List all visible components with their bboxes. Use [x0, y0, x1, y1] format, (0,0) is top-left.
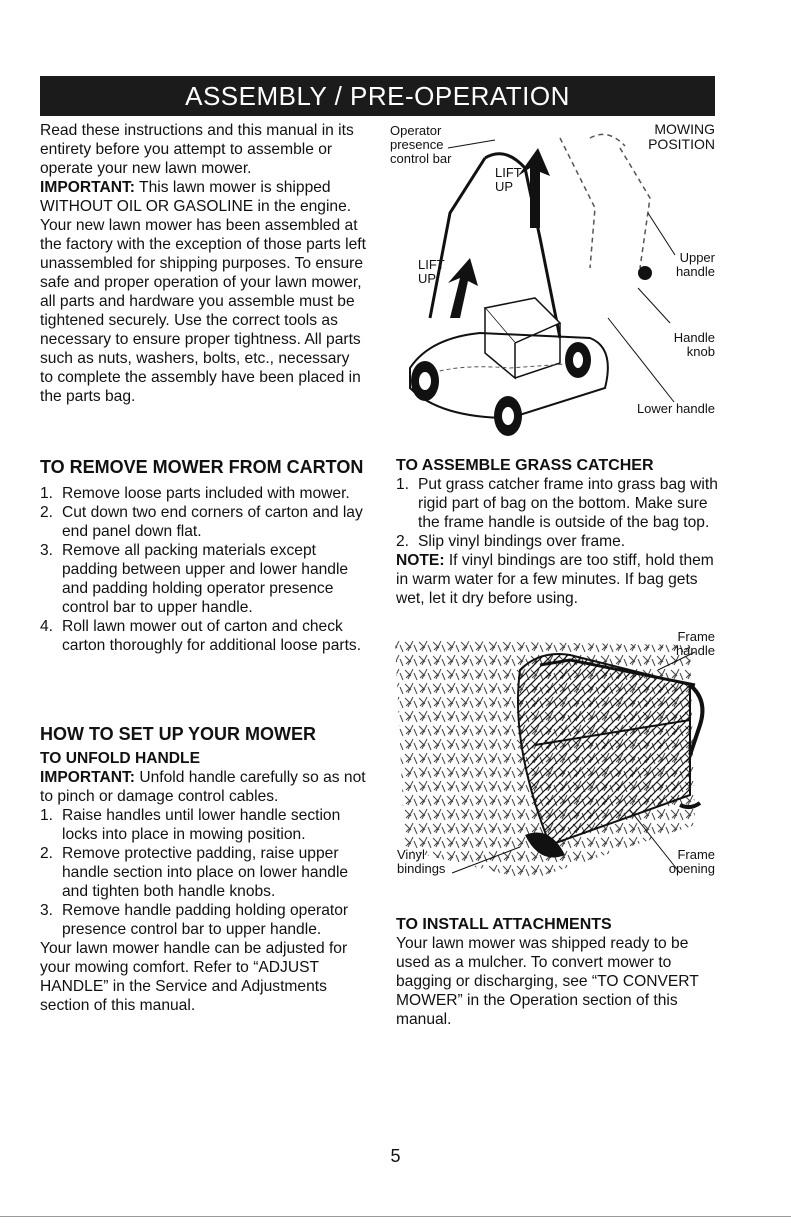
- catcher-title: TO ASSEMBLE GRASS CATCHER: [396, 457, 654, 474]
- bottom-rule: [0, 1216, 791, 1217]
- list-item: 2. Cut down two end corners of carton and lay end panel down flat.: [40, 504, 363, 540]
- remove-section: [40, 456, 366, 655]
- mower-figure: [390, 118, 725, 448]
- frame-opening-label: Frame opening: [668, 847, 715, 876]
- mowing-position-label: MOWING POSITION: [648, 121, 715, 152]
- handle-knob-label: Handle knob: [673, 330, 715, 359]
- list-item: 3. Remove handle padding holding operator presence control bar to upper handle.: [40, 902, 349, 938]
- setup-section: [40, 723, 366, 1015]
- list-item: 3. Remove all packing materials except padding between upper and lower handle and padding holding operator presence control bar to upper handle.: [40, 542, 349, 616]
- section-banner: ASSEMBLY / PRE-OPERATION: [40, 76, 715, 116]
- assembly-paragraph: Your new lawn mower has been assembled at the factory with the exception of those parts left unassembled for shipping purposes. To ensure safe and proper operation of your lawn mower, all parts and hardware you assemble must be tightened securely. Use the correct tools as necessary to ensure proper tightness. All parts such as nuts, washers, bolts, etc., necessary to complete the assembly have been placed in the parts bag.: [40, 217, 366, 405]
- frame-handle-label: Frame handle: [675, 629, 715, 658]
- setup-important-notice: [40, 768, 366, 806]
- important-text: This lawn mower is shipped WITHOUT OIL OR GASOLINE in the engine.: [40, 179, 352, 215]
- catcher-section: [396, 456, 718, 608]
- lower-handle-label: Lower handle: [636, 401, 715, 416]
- list-item: 4. Roll lawn mower out of carton and check carton thoroughly for additional loose parts.: [40, 618, 362, 654]
- attachments-section: [396, 915, 726, 1029]
- note-text: If vinyl bindings are too stiff, hold them in warm water for a few minutes. If bag gets wet, let it dry before using.: [396, 552, 714, 607]
- list-item: 2. Remove protective padding, raise upper handle section into place on lower handle and tighten both handle knobs.: [40, 845, 349, 900]
- lift-up-label: LIFT UP: [495, 165, 522, 194]
- intro-paragraph: Read these instructions and this manual in its entirety before you attempt to assemble or operate your new lawn mower.: [40, 122, 354, 177]
- attachments-title: TO INSTALL ATTACHMENTS: [396, 916, 612, 933]
- important-notice: [40, 178, 366, 216]
- setup-outro: Your lawn mower handle can be adjusted for your mowing comfort. Refer to “ADJUST HANDLE” in the Service and Adjustments section of this manual.: [40, 940, 348, 1014]
- vinyl-bindings-label: Vinyl bindings: [397, 847, 446, 876]
- list-item: 1. Remove loose parts included with mower.: [40, 485, 350, 502]
- attachments-text: Your lawn mower was shipped ready to be used as a mulcher. To convert mower to bagging or discharging, see “TO CONVERT MOWER” in the Operation section of this manual.: [396, 935, 699, 1028]
- list-item: 1. Raise handles until lower handle section locks into place in mowing position.: [40, 807, 341, 843]
- page-number: 5: [390, 1146, 401, 1166]
- list-item: 2. Slip vinyl bindings over frame.: [396, 533, 626, 550]
- note-label: NOTE:: [396, 552, 445, 569]
- important-label: IMPORTANT:: [40, 769, 135, 786]
- list-item: 1. Put grass catcher frame into grass bag with rigid part of bag on the bottom. Make sure the frame handle is outside of the bag top.: [396, 476, 718, 531]
- important-text: Unfold handle carefully so as not to pinch or damage control cables.: [40, 769, 366, 805]
- operator-presence-label: Operator presence control bar: [390, 123, 452, 166]
- catcher-note: [396, 551, 718, 608]
- remove-title: TO REMOVE MOWER FROM CARTON: [40, 457, 364, 477]
- upper-handle-label: Upper handle: [675, 250, 715, 279]
- grass-bag-figure: [390, 625, 725, 895]
- catcher-steps: [396, 475, 718, 551]
- important-label: IMPORTANT:: [40, 179, 135, 196]
- setup-steps: [40, 806, 366, 939]
- remove-steps: [40, 484, 366, 655]
- intro-column: [40, 121, 366, 406]
- setup-title: HOW TO SET UP YOUR MOWER: [40, 724, 317, 744]
- lift-up-label: LIFT UP: [418, 257, 445, 286]
- unfold-handle-subtitle: TO UNFOLD HANDLE: [40, 750, 200, 767]
